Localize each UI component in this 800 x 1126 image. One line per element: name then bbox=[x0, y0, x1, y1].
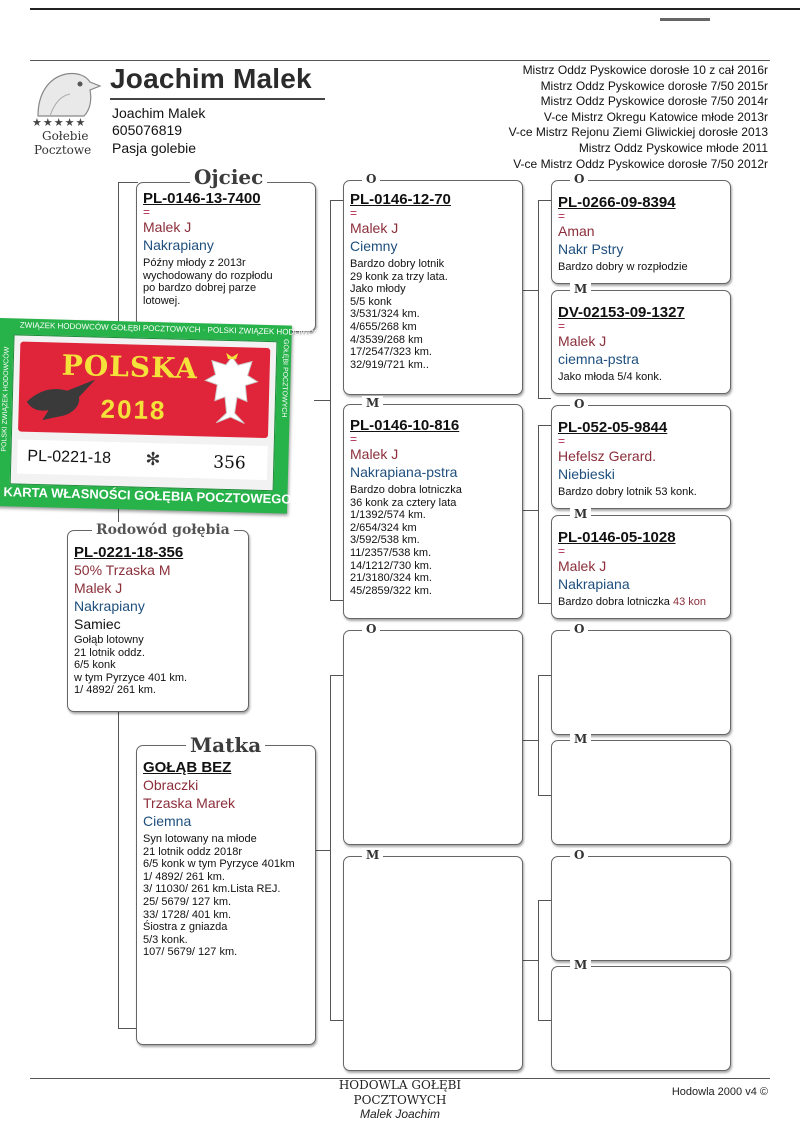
sire-sire-notes: Bardzo dobry lotnik 29 konk za trzy lata. Jako młody 5/5 konk 3/531/324 km. 4/655/268 km 4/3539/268 km 17/2547/323 km. 32/919/721 km.. bbox=[350, 258, 448, 371]
mother-ring-number: GOŁĄB BEZ bbox=[143, 759, 232, 776]
sire-sire-owner: Malek J bbox=[350, 220, 399, 236]
subject-ring-number: PL-0221-18-356 bbox=[74, 544, 184, 561]
connector-line bbox=[330, 1020, 343, 1021]
connector-line bbox=[522, 290, 538, 291]
card-number: 356 bbox=[213, 452, 246, 474]
mff-box[interactable] bbox=[551, 630, 731, 735]
connector-line bbox=[538, 900, 551, 901]
dam-dam-box[interactable] bbox=[343, 856, 523, 1071]
sire-sire-eq: = bbox=[350, 206, 358, 220]
top-border-line bbox=[30, 8, 800, 10]
achievements-list bbox=[509, 63, 768, 172]
card-footer: KARTA WŁASNOŚCI GOŁĘBIA POCZTOWEGO bbox=[3, 484, 292, 507]
fmf-box[interactable] bbox=[551, 405, 731, 509]
dam-sire-tag: O bbox=[362, 622, 380, 636]
sire-dam-color: Nakrapiana-pstra bbox=[350, 464, 458, 480]
subject-breeder: 50% Trzaska M bbox=[74, 562, 171, 578]
snowflake-icon: ✻ bbox=[145, 448, 161, 470]
connector-line bbox=[118, 1028, 138, 1029]
card-ring-row bbox=[17, 440, 268, 481]
logo-line1: Gołebie bbox=[42, 129, 89, 143]
dam-sire-box[interactable] bbox=[343, 630, 523, 845]
ffm-notes: Jako młoda 5/4 konk. bbox=[558, 371, 662, 383]
connector-line bbox=[118, 182, 138, 183]
stamp-line2: POCZTOWYCH bbox=[353, 1093, 447, 1107]
pedigree-label: Rodowód gołębia bbox=[92, 522, 234, 538]
ffm-eq: = bbox=[558, 319, 566, 333]
ffm-ring-number: DV-02153-09-1327 bbox=[558, 304, 685, 321]
card-right-text: GOŁĘBI POCZTOWYCH bbox=[279, 338, 290, 418]
mother-breeder: Trzaska Marek bbox=[143, 795, 236, 811]
achievement-item: Mistrz Oddz Pyskowice dorosłe 7/50 2015r bbox=[540, 78, 768, 93]
achievement-item: V-ce Mistrz Oddz Pyskowice dorosłe 7/50 2012r bbox=[513, 156, 768, 171]
dam-dam-tag: M bbox=[362, 848, 383, 862]
connector-line bbox=[538, 200, 539, 398]
pigeon-silhouette-icon bbox=[22, 372, 99, 426]
owner-motto: Pasja golebie bbox=[112, 140, 197, 156]
fmm-box[interactable] bbox=[551, 515, 731, 619]
connector-line bbox=[522, 510, 538, 511]
pigeon-head-icon bbox=[30, 64, 106, 120]
ownership-card bbox=[0, 318, 328, 514]
connector-line bbox=[330, 675, 331, 1020]
subject-sex: Samiec bbox=[74, 616, 121, 632]
fmm-ring-number: PL-0146-05-1028 bbox=[558, 529, 676, 546]
sire-sire-tag: O bbox=[362, 172, 380, 186]
achievement-item: Mistrz Oddz Pyskowice dorosłe 7/50 2014r bbox=[540, 94, 768, 109]
sire-dam-ring-number: PL-0146-10-816 bbox=[350, 417, 460, 434]
connector-line bbox=[314, 850, 330, 851]
card-top-text: ZWIĄZEK HODOWCÓW GOŁĘBI POCZTOWYCH · POLSKI ZWIĄZEK HODOWCÓW bbox=[19, 320, 328, 338]
card-year: 2018 bbox=[100, 393, 167, 426]
sire-sire-box[interactable] bbox=[343, 180, 523, 395]
connector-line bbox=[538, 675, 539, 795]
card-ring: PL-0221-18 bbox=[27, 447, 112, 467]
fff-ring-number: PL-0266-09-8394 bbox=[558, 194, 676, 211]
fmm-notes-a: Bardzo dobra lotniczka bbox=[558, 596, 670, 608]
ffm-color: ciemna-pstra bbox=[558, 351, 639, 367]
fmf-color: Niebieski bbox=[558, 466, 615, 482]
fff-notes: Bardzo dobry w rozpłodzie bbox=[558, 261, 688, 273]
fmf-owner: Hefelsz Gerard. bbox=[558, 448, 657, 464]
achievement-item: Mistrz Oddz Pyskowice dorosłe 10 z cał 2016r bbox=[522, 63, 768, 77]
header-top-line bbox=[30, 60, 770, 61]
fmm-notes-b: 43 kon bbox=[672, 596, 706, 608]
fff-owner: Aman bbox=[558, 223, 595, 239]
sire-sire-color: Ciemny bbox=[350, 238, 398, 254]
mother-color: Ciemna bbox=[143, 813, 192, 829]
father-color: Nakrapiany bbox=[143, 237, 214, 253]
owner-phone: 605076819 bbox=[112, 122, 183, 138]
software-credit: Hodowla 2000 v4 © bbox=[671, 1086, 768, 1098]
fmm-eq: = bbox=[558, 544, 566, 558]
fmm-color: Nakrapiana bbox=[558, 576, 630, 592]
connector-line bbox=[538, 675, 551, 676]
white-eagle-icon bbox=[200, 350, 262, 436]
mother-label: Matka bbox=[186, 733, 265, 757]
subject-owner: Malek J bbox=[74, 580, 123, 596]
connector-line bbox=[118, 710, 119, 1028]
connector-line bbox=[538, 425, 539, 603]
sire-dam-eq: = bbox=[350, 432, 358, 446]
father-eq: = bbox=[143, 205, 151, 219]
fff-color: Nakr Pstry bbox=[558, 241, 624, 257]
mother-owner: Obraczki bbox=[143, 777, 199, 793]
father-box[interactable] bbox=[136, 182, 316, 332]
mfm-box[interactable] bbox=[551, 740, 731, 845]
logo-stars: ★★★★★ bbox=[32, 117, 87, 129]
logo-line2: Pocztowe bbox=[34, 143, 92, 157]
fmm-tag: M bbox=[570, 507, 591, 521]
mfm-tag: M bbox=[570, 732, 591, 746]
connector-line bbox=[330, 200, 331, 600]
mmf-tag: O bbox=[570, 848, 588, 862]
connector-line bbox=[538, 425, 551, 426]
connector-line bbox=[538, 200, 551, 201]
achievement-item: V-ce Mistrz Okregu Katowice młode 2013r bbox=[543, 109, 768, 124]
stamp-line3: Malek Joachim bbox=[359, 1107, 441, 1121]
connector-line bbox=[330, 675, 343, 676]
card-country: POLSKA bbox=[61, 348, 199, 386]
title-underline bbox=[110, 98, 325, 100]
subject-notes: Gołąb lotowny 21 lotnik oddz. 6/5 konk w tym Pyrzyce 401 km. 1/ 4892/ 261 km. bbox=[74, 634, 188, 697]
connector-line bbox=[314, 400, 330, 401]
fmf-eq: = bbox=[558, 434, 566, 448]
mmm-tag: M bbox=[570, 958, 591, 972]
connector-line bbox=[330, 200, 343, 201]
subject-color: Nakrapiany bbox=[74, 598, 145, 614]
connector-line bbox=[538, 900, 539, 1020]
page-title: Joachim Malek bbox=[110, 63, 312, 94]
ffm-owner: Malek J bbox=[558, 333, 607, 349]
sire-dam-tag: M bbox=[362, 396, 383, 410]
connector-line bbox=[538, 1020, 551, 1021]
fmf-ring-number: PL-052-05-9844 bbox=[558, 419, 668, 436]
top-right-mark bbox=[660, 18, 710, 21]
owner-name: Joachim Malek bbox=[112, 105, 206, 121]
sire-dam-box[interactable] bbox=[343, 404, 523, 619]
father-label: Ojciec bbox=[190, 165, 267, 189]
connector-line bbox=[538, 398, 551, 399]
stamp-line1: HODOWLA GOŁĘBI bbox=[338, 1078, 462, 1092]
card-inner-panel bbox=[10, 334, 278, 491]
ffm-tag: M bbox=[570, 282, 591, 296]
subject-box[interactable] bbox=[67, 530, 249, 712]
mmm-box[interactable] bbox=[551, 966, 731, 1071]
card-left-text: POLSKI ZWIĄZEK HODOWCÓW bbox=[1, 346, 11, 452]
father-notes: Późny młody z 2013r wychodowany do rozpłodu po bardzo dobrej parze lotowej. bbox=[143, 257, 273, 307]
achievement-item: Mistrz Oddz Pyskowice młode 2011 bbox=[578, 140, 768, 155]
fff-tag: O bbox=[570, 172, 588, 186]
connector-line bbox=[522, 740, 538, 741]
connector-line bbox=[522, 960, 538, 961]
fff-eq: = bbox=[558, 209, 566, 223]
father-owner: Malek J bbox=[143, 219, 192, 235]
mff-tag: O bbox=[570, 622, 588, 636]
mother-box[interactable] bbox=[136, 745, 316, 1045]
achievement-item: V-ce Mistrz Rejonu Ziemi Gliwickiej dorosłe 2013 bbox=[508, 125, 768, 140]
connector-line bbox=[538, 795, 551, 796]
logo bbox=[30, 64, 106, 158]
fff-box[interactable] bbox=[551, 180, 731, 284]
fmf-notes: Bardzo dobry lotnik 53 konk. bbox=[558, 486, 697, 498]
sire-sire-ring-number: PL-0146-12-70 bbox=[350, 191, 451, 208]
fmm-owner: Malek J bbox=[558, 558, 607, 574]
father-ring-number: PL-0146-13-7400 bbox=[143, 190, 261, 207]
fmf-tag: O bbox=[570, 397, 588, 411]
sire-dam-notes: Bardzo dobra lotniczka 36 konk za cztery lata 1/1392/574 km. 2/654/324 km 3/592/538 km. 11/2357/538 km. 14/1212/730 km. 21/3180/324 km. 45/2859/322 km. bbox=[350, 484, 462, 597]
connector-line bbox=[330, 600, 343, 601]
fmm-notes bbox=[558, 596, 724, 609]
sire-dam-owner: Malek J bbox=[350, 446, 399, 462]
ffm-box[interactable] bbox=[551, 290, 731, 394]
connector-line bbox=[538, 603, 551, 604]
mother-notes: Syn lotowany na młode 21 lotnik oddz 2018r 6/5 konk w tym Pyrzyce 401km 1/ 4892/ 261 km. 3/ 11030/ 261 km.Lista REJ. 25/ 5679/ 127 km. 33/ 1728/ 401 km. Śiostra z gniazda 5/3 konk. 107/ 5679/ 127 km. bbox=[143, 833, 295, 959]
mmf-box[interactable] bbox=[551, 856, 731, 961]
